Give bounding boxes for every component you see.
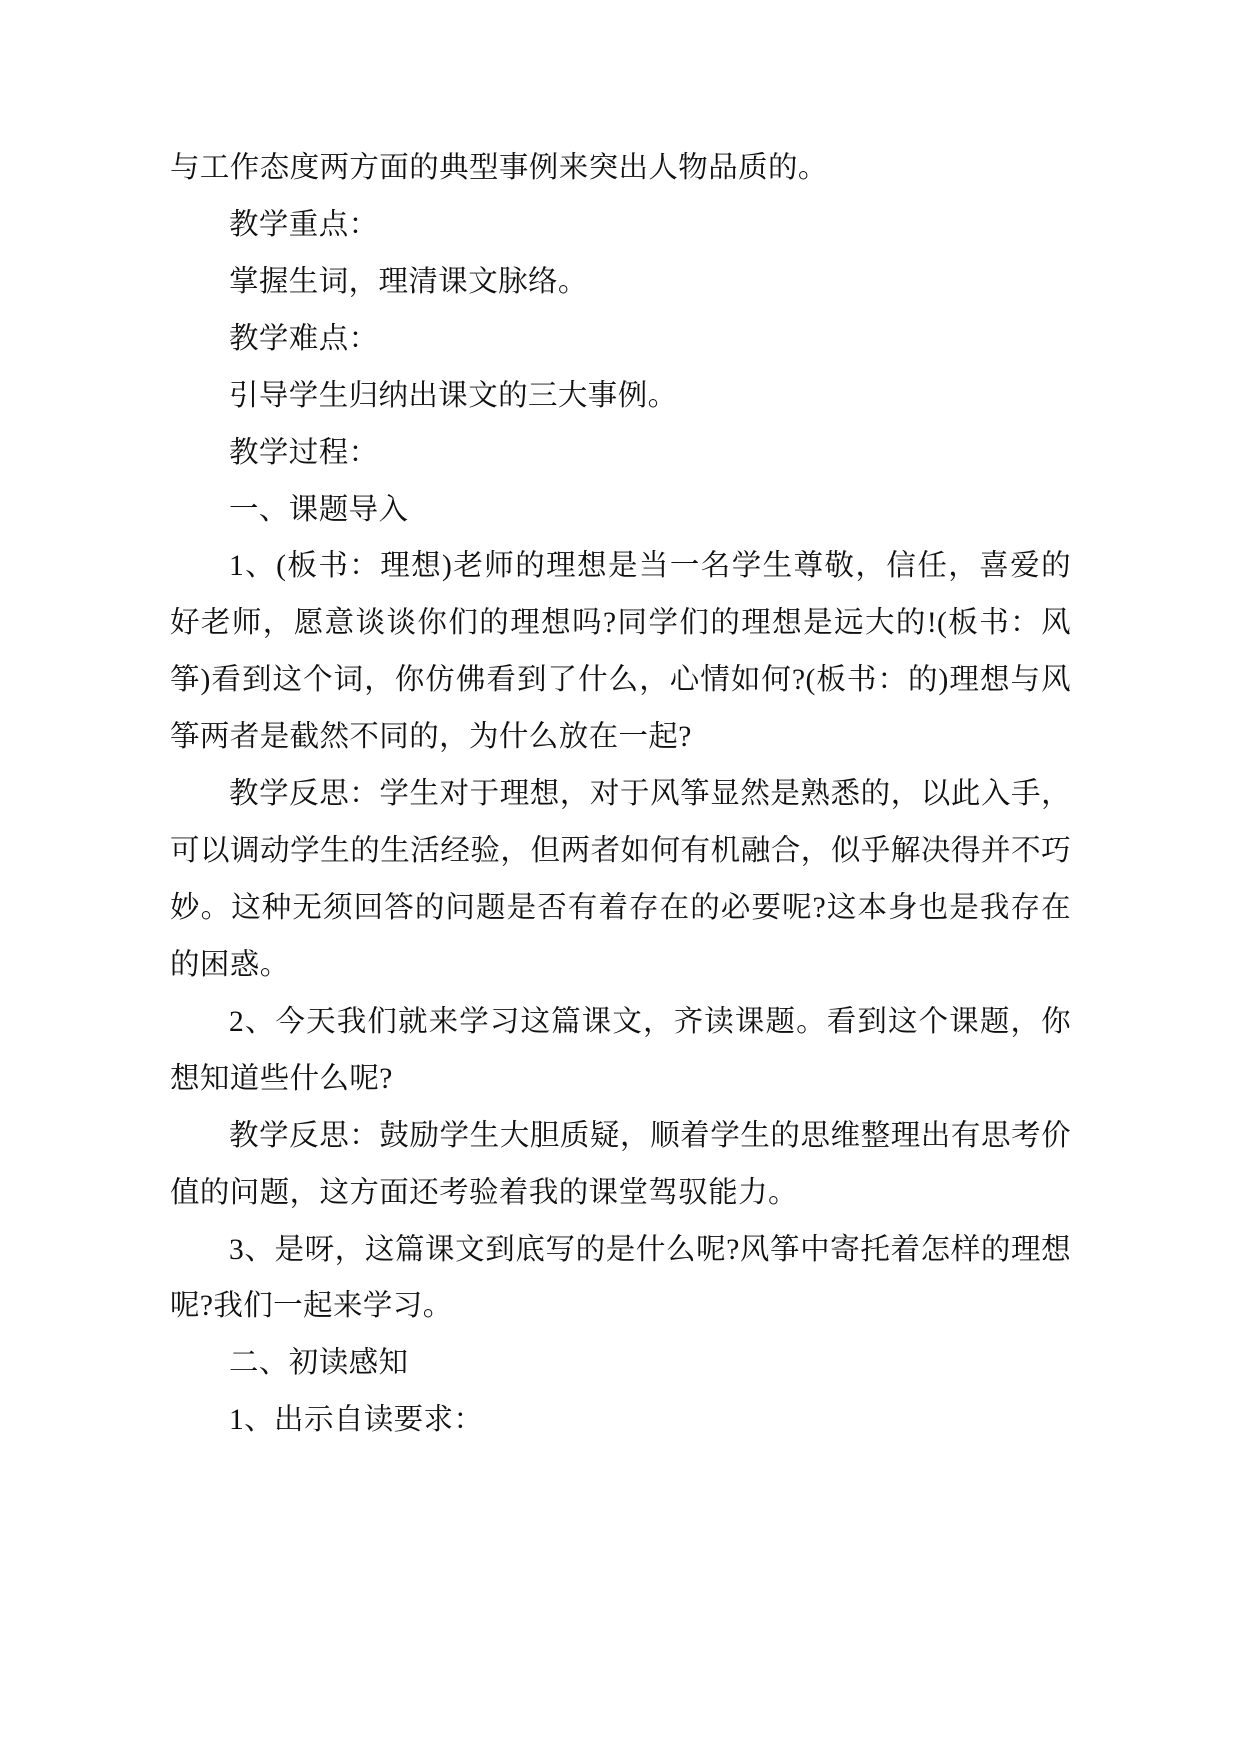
document-body (170, 140, 1071, 1449)
paragraph-reflection-2: 教学反思：鼓励学生大胆质疑，顺着学生的思维整理出有思考价值的问题，这方面还考验着我的课堂驾驭能力。 (170, 1119, 1071, 1209)
paragraph-teaching-process-heading: 教学过程： (229, 436, 379, 469)
paragraph-continued-line: 与工作态度两方面的典型事例来突出人物品质的。 (170, 152, 828, 184)
paragraph-item-3: 3、是呀，这篇课文到底写的是什么呢?风筝中寄托着怎样的理想呢?我们一起来学习。 (170, 1233, 1071, 1323)
paragraph-teaching-focus-heading: 教学重点： (229, 208, 379, 241)
paragraph-item-1: 1、(板书：理想)老师的理想是当一名学生尊敬，信任，喜爱的好老师，愿意谈谈你们的理想吗?同学们的理想是远大的!(板书：风筝)看到这个词，你仿佛看到了什么，心情如何?(板书：的)理想与风筝两者是截然不同的，为什么放在一起? (170, 550, 1071, 754)
paragraph-teaching-difficulty-heading: 教学难点： (229, 322, 379, 355)
paragraph-section-two-heading: 二、初读感知 (229, 1347, 409, 1380)
paragraph-teaching-difficulty-body: 引导学生归纳出课文的三大事例。 (229, 379, 678, 412)
paragraph-reflection-1: 教学反思：学生对于理想，对于风筝显然是熟悉的，以此入手，可以调动学生的生活经验，但两者如何有机融合，似乎解决得并不巧妙。这种无须回答的问题是否有着存在的必要呢?这本身也是我存在的困惑。 (170, 778, 1071, 981)
paragraph-item-4: 1、出示自读要求： (229, 1404, 484, 1437)
paragraph-teaching-focus-body: 掌握生词，理清课文脉络。 (229, 265, 588, 298)
paragraph-section-one-heading: 一、课题导入 (229, 493, 409, 526)
paragraph-item-2: 2、今天我们就来学习这篇课文，齐读课题。看到这个课题，你想知道些什么呢? (170, 1005, 1071, 1095)
